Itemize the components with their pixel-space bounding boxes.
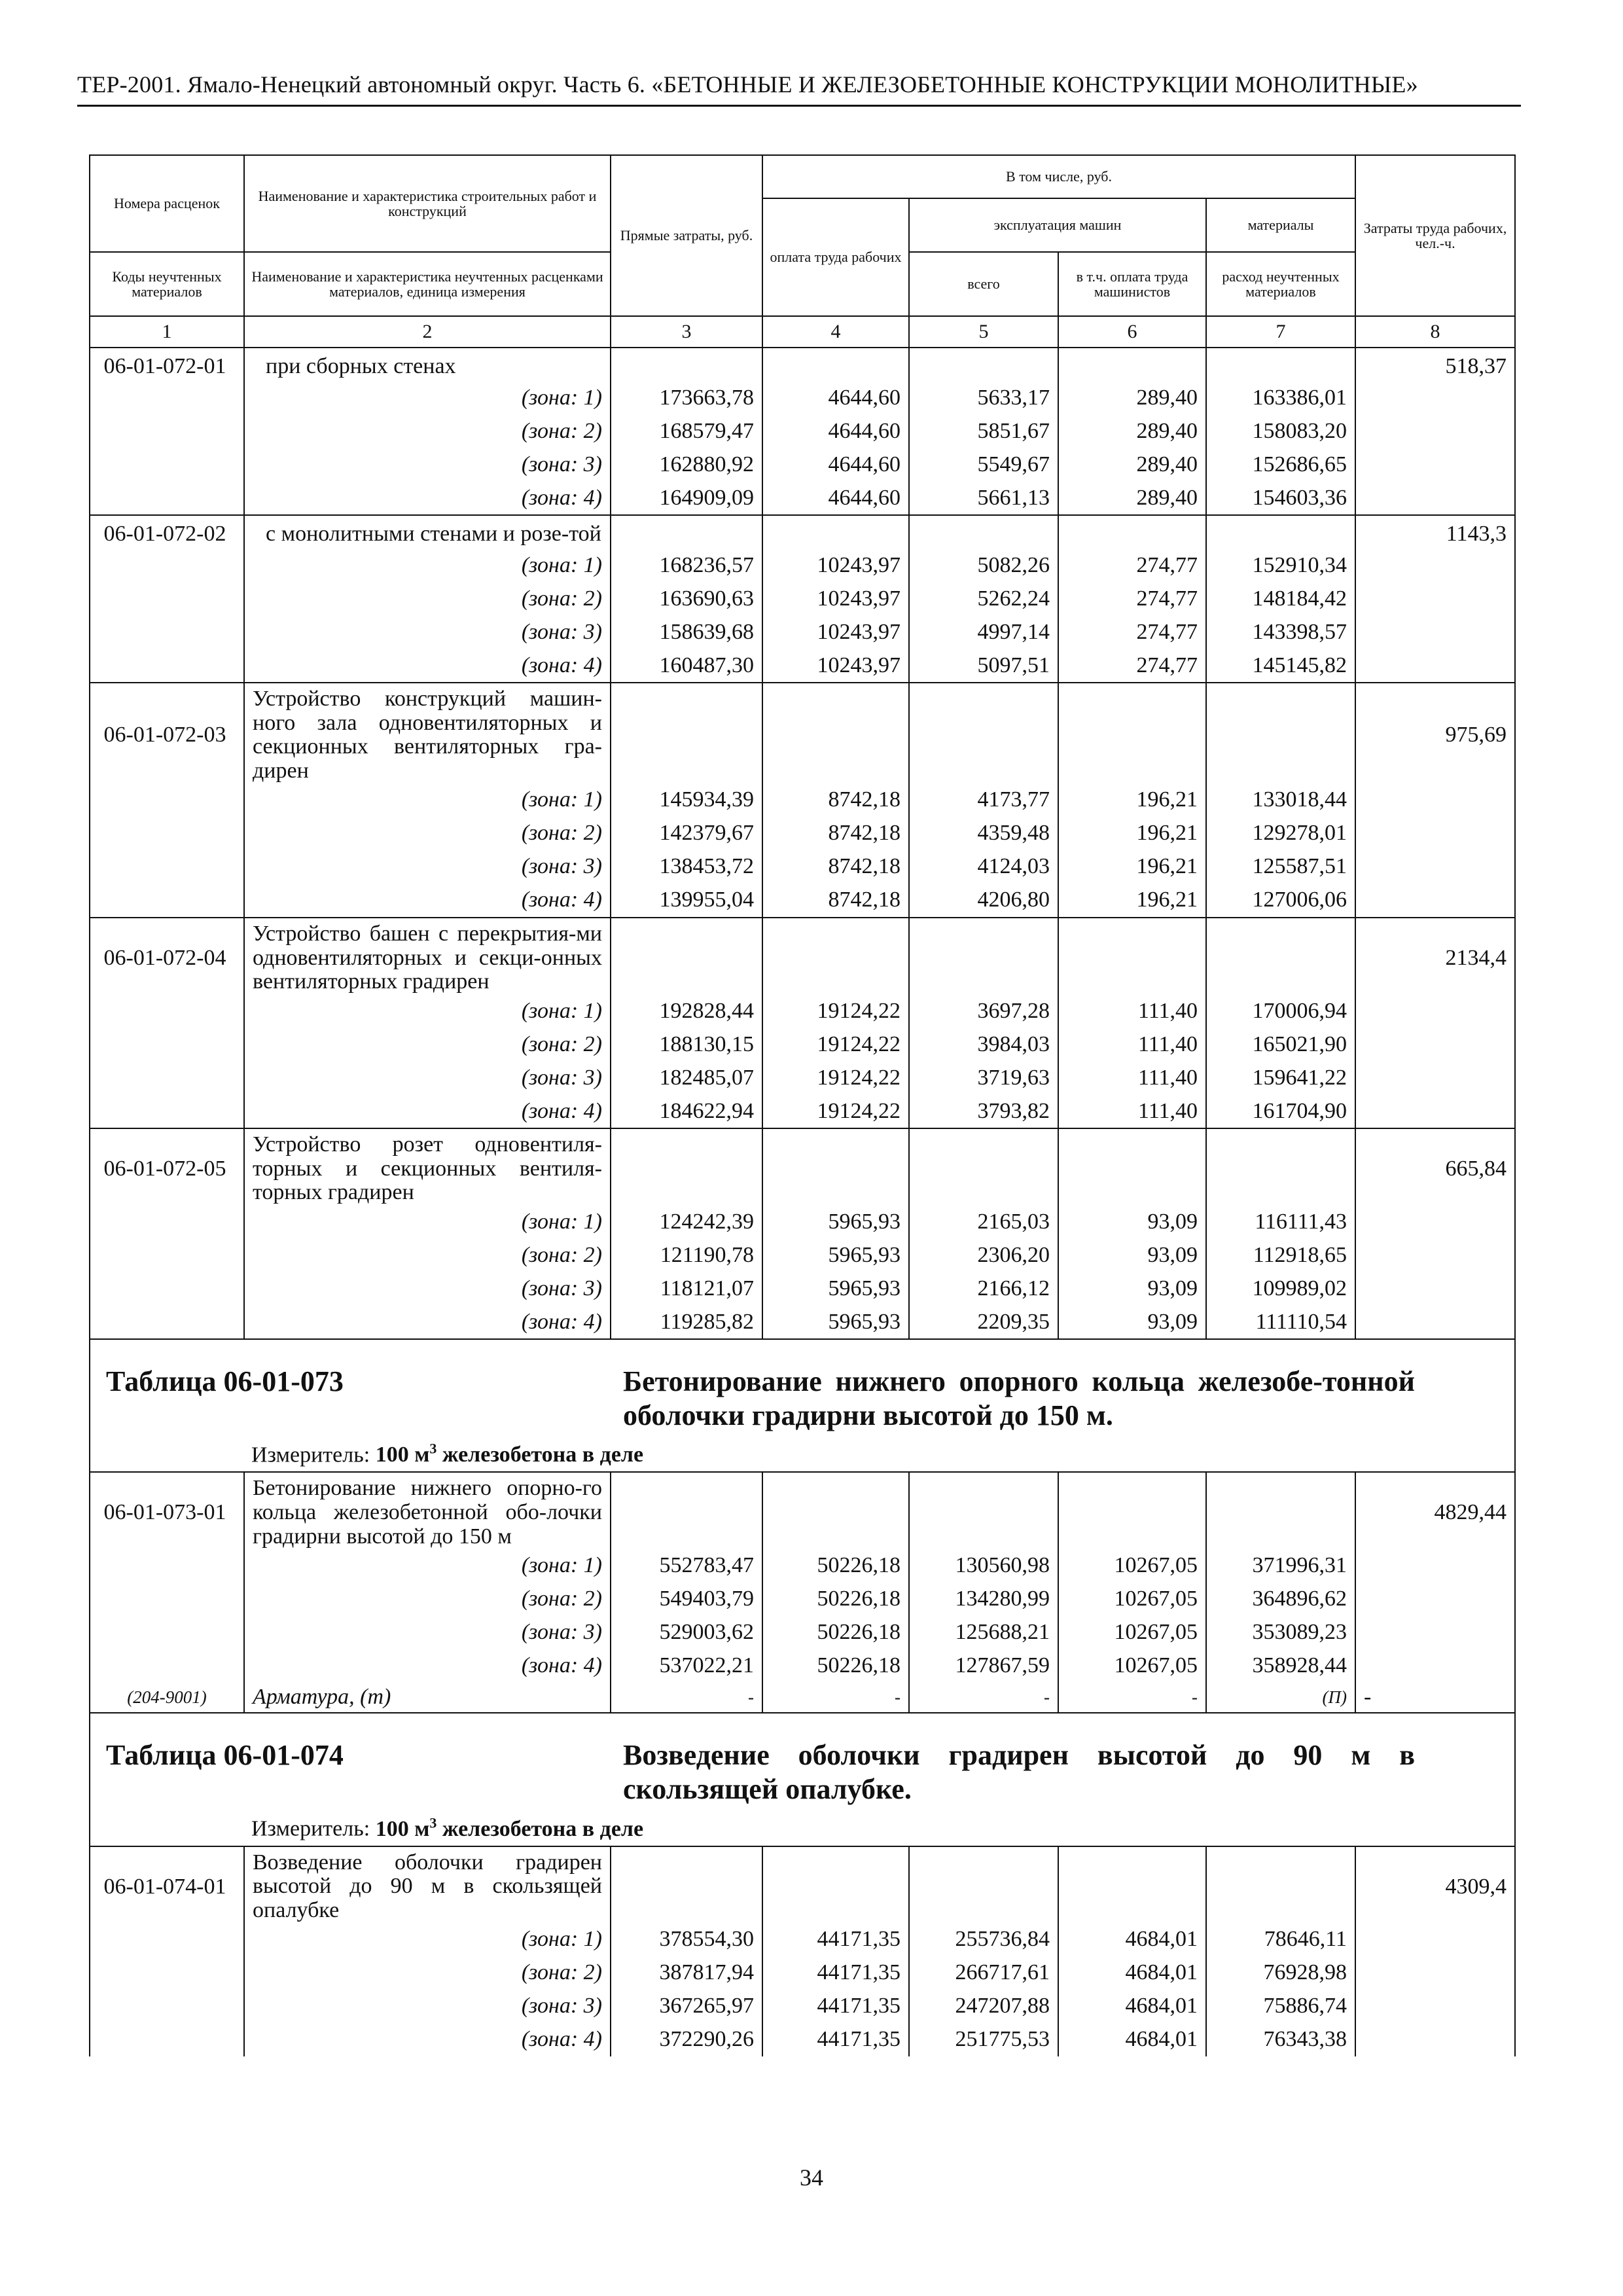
machinist-pay: 196,21	[1058, 817, 1206, 850]
zone-label: (зона: 4)	[244, 1649, 611, 1682]
zone-row	[90, 884, 1515, 918]
zone-row	[90, 448, 1515, 481]
zone-row	[90, 649, 1515, 683]
section-title: Бетонирование нижнего опорного кольца железобе-тонной оболочки градирни высотой до 150 м.	[623, 1365, 1415, 1432]
rate-row	[90, 1472, 1515, 1549]
direct-cost: 158639,68	[611, 615, 762, 649]
rate-group	[90, 683, 1515, 918]
zone-label: (зона: 1)	[244, 1549, 611, 1582]
machinist-pay: 196,21	[1058, 783, 1206, 817]
worker-pay: 19124,22	[762, 994, 909, 1028]
machinist-pay: 4684,01	[1058, 1990, 1206, 2023]
header-work-name: Наименование и характеристика строительных работ и конструкций	[244, 155, 611, 252]
machines-total: 2306,20	[909, 1238, 1058, 1272]
machines-total: 5633,17	[909, 381, 1058, 414]
machines-total: 5262,24	[909, 582, 1058, 615]
materials-cost: 116111,43	[1206, 1205, 1355, 1238]
rate-code: 06-01-072-01	[90, 348, 244, 381]
worker-pay: 44171,35	[762, 1923, 909, 1956]
worker-pay: 50226,18	[762, 1582, 909, 1615]
materials-cost: 371996,31	[1206, 1549, 1355, 1582]
zone-label: (зона: 4)	[244, 2023, 611, 2056]
zone-label: (зона: 3)	[244, 615, 611, 649]
machinist-pay: 274,77	[1058, 582, 1206, 615]
machinist-pay: 10267,05	[1058, 1615, 1206, 1649]
zone-label: (зона: 2)	[244, 1238, 611, 1272]
rate-description: Бетонирование нижнего опорно-го кольца железобетонной обо-лочки градирни высотой до 150 м	[244, 1472, 611, 1549]
materials-cost: 75886,74	[1206, 1990, 1355, 2023]
zone-row	[90, 783, 1515, 817]
resource-code: (204-9001)	[90, 1682, 244, 1713]
worker-pay: 10243,97	[762, 649, 909, 683]
header-material-codes: Коды неучтенных материалов	[90, 252, 244, 316]
direct-cost: 118121,07	[611, 1272, 762, 1305]
meter-value: 100 м	[375, 1443, 430, 1467]
rate-description: Устройство башен с перекрытия-ми одновентиляторных и секци-онных вентиляторных градирен	[244, 918, 611, 994]
machinist-pay: 10267,05	[1058, 1649, 1206, 1682]
worker-pay: 4644,60	[762, 381, 909, 414]
header-direct-costs: Прямые затраты, руб.	[611, 155, 762, 316]
machines-total: 3793,82	[909, 1094, 1058, 1128]
zone-label: (зона: 3)	[244, 1615, 611, 1649]
materials-cost: 152910,34	[1206, 548, 1355, 582]
column-number: 3	[611, 316, 762, 348]
section-06-01-073	[90, 1339, 1515, 1713]
rate-description: Возведение оболочки градирен высотой до 90 м в скользящей опалубке	[244, 1846, 611, 1923]
materials-cost: 170006,94	[1206, 994, 1355, 1028]
rate-row	[90, 1846, 1515, 1923]
machinist-pay: 93,09	[1058, 1238, 1206, 1272]
direct-cost: 168236,57	[611, 548, 762, 582]
machines-total: 4997,14	[909, 615, 1058, 649]
zone-row	[90, 1582, 1515, 1615]
machinist-pay: 4684,01	[1058, 2023, 1206, 2056]
direct-cost: 549403,79	[611, 1582, 762, 1615]
zone-row	[90, 1028, 1515, 1061]
machinist-pay: 274,77	[1058, 615, 1206, 649]
machinist-pay: 111,40	[1058, 994, 1206, 1028]
zone-label: (зона: 3)	[244, 1272, 611, 1305]
zone-row	[90, 1923, 1515, 1956]
zone-label: (зона: 3)	[244, 1061, 611, 1094]
worker-pay: 5965,93	[762, 1205, 909, 1238]
rate-code: 06-01-072-04	[90, 918, 244, 994]
section-title: Возведение оболочки градирен высотой до 90 м в скользящей опалубке.	[623, 1739, 1415, 1806]
rate-labor-cost: 4309,4	[1355, 1846, 1515, 1923]
machines-total: 255736,84	[909, 1923, 1058, 1956]
materials-cost: 133018,44	[1206, 783, 1355, 817]
direct-cost: 160487,30	[611, 649, 762, 683]
direct-cost: 145934,39	[611, 783, 762, 817]
machines-total: 4359,48	[909, 817, 1058, 850]
header-machines: эксплуатация машин	[909, 198, 1206, 252]
worker-pay: 10243,97	[762, 582, 909, 615]
machines-total: 4206,80	[909, 884, 1058, 918]
rate-group	[90, 1128, 1515, 1339]
zone-row	[90, 994, 1515, 1028]
meter-prefix: Измеритель:	[251, 1816, 370, 1841]
meter-prefix: Измеритель:	[251, 1443, 370, 1467]
materials-cost: 161704,90	[1206, 1094, 1355, 1128]
rate-labor-cost: 975,69	[1355, 683, 1515, 783]
direct-cost: 162880,92	[611, 448, 762, 481]
direct-cost: 164909,09	[611, 481, 762, 515]
machines-total: 5082,26	[909, 548, 1058, 582]
header-group-including: В том числе, руб.	[762, 155, 1355, 198]
resource-name: Арматура, (т)	[244, 1682, 611, 1713]
rate-row	[90, 348, 1515, 381]
worker-pay: 50226,18	[762, 1549, 909, 1582]
zone-label: (зона: 2)	[244, 1582, 611, 1615]
direct-cost: 142379,67	[611, 817, 762, 850]
header-materials: материалы	[1206, 198, 1355, 252]
resource-value: -	[909, 1682, 1058, 1713]
worker-pay: 4644,60	[762, 414, 909, 448]
worker-pay: 4644,60	[762, 448, 909, 481]
worker-pay: 10243,97	[762, 548, 909, 582]
header-rule	[77, 105, 1521, 107]
machinist-pay: 289,40	[1058, 381, 1206, 414]
direct-cost: 139955,04	[611, 884, 762, 918]
zone-row	[90, 1649, 1515, 1682]
resource-value: -	[1058, 1682, 1206, 1713]
machinist-pay: 196,21	[1058, 850, 1206, 884]
zone-row	[90, 1272, 1515, 1305]
direct-cost: 163690,63	[611, 582, 762, 615]
zone-row	[90, 1615, 1515, 1649]
worker-pay: 8742,18	[762, 850, 909, 884]
direct-cost: 537022,21	[611, 1649, 762, 1682]
rate-labor-cost: 665,84	[1355, 1128, 1515, 1205]
zone-label: (зона: 4)	[244, 884, 611, 918]
machines-total: 134280,99	[909, 1582, 1058, 1615]
machines-total: 4124,03	[909, 850, 1058, 884]
rate-row	[90, 1128, 1515, 1205]
rate-labor-cost: 4829,44	[1355, 1472, 1515, 1549]
rate-description: при сборных стенах	[244, 348, 611, 381]
zone-label: (зона: 1)	[244, 1923, 611, 1956]
machines-total: 2165,03	[909, 1205, 1058, 1238]
header-unaccounted-materials: расход неучтенных материалов	[1206, 252, 1355, 316]
zone-row	[90, 2023, 1515, 2056]
column-number-row	[90, 316, 1515, 348]
zone-row	[90, 1061, 1515, 1094]
machines-total: 2209,35	[909, 1305, 1058, 1339]
running-header: ТЕР-2001. Ямало-Ненецкий автономный округ. Часть 6. «БЕТОННЫЕ И ЖЕЛЕЗОБЕТОННЫЕ КОНСТРУКЦИИ МОНОЛИТНЫЕ»	[77, 71, 1418, 98]
rate-description: Устройство конструкций машин-ного зала одновентиляторных и секционных вентиляторных гра-дирен	[244, 683, 611, 783]
materials-cost: 111110,54	[1206, 1305, 1355, 1339]
machines-total: 125688,21	[909, 1615, 1058, 1649]
direct-cost: 168579,47	[611, 414, 762, 448]
direct-cost: 121190,78	[611, 1238, 762, 1272]
materials-cost: 163386,01	[1206, 381, 1355, 414]
machines-total: 251775,53	[909, 2023, 1058, 2056]
worker-pay: 19124,22	[762, 1061, 909, 1094]
rate-labor-cost: 518,37	[1355, 348, 1515, 381]
zone-label: (зона: 4)	[244, 1094, 611, 1128]
worker-pay: 5965,93	[762, 1238, 909, 1272]
machinist-pay: 196,21	[1058, 884, 1206, 918]
direct-cost: 182485,07	[611, 1061, 762, 1094]
zone-label: (зона: 4)	[244, 1305, 611, 1339]
materials-cost: 364896,62	[1206, 1582, 1355, 1615]
worker-pay: 8742,18	[762, 884, 909, 918]
zone-label: (зона: 1)	[244, 381, 611, 414]
section-meter	[90, 1433, 1514, 1471]
rate-code: 06-01-073-01	[90, 1472, 244, 1549]
machines-total: 266717,61	[909, 1956, 1058, 1990]
worker-pay: 8742,18	[762, 783, 909, 817]
direct-cost: 387817,94	[611, 1956, 762, 1990]
zone-label: (зона: 1)	[244, 1205, 611, 1238]
zone-row	[90, 414, 1515, 448]
machines-total: 5661,13	[909, 481, 1058, 515]
machinist-pay: 93,09	[1058, 1205, 1206, 1238]
machinist-pay: 289,40	[1058, 481, 1206, 515]
zone-row	[90, 1205, 1515, 1238]
machinist-pay: 111,40	[1058, 1094, 1206, 1128]
direct-cost: 529003,62	[611, 1615, 762, 1649]
column-number: 8	[1355, 316, 1515, 348]
direct-cost: 173663,78	[611, 381, 762, 414]
zone-label: (зона: 3)	[244, 448, 611, 481]
column-number: 4	[762, 316, 909, 348]
materials-cost: 129278,01	[1206, 817, 1355, 850]
materials-cost: 143398,57	[1206, 615, 1355, 649]
direct-cost: 124242,39	[611, 1205, 762, 1238]
machines-total: 5097,51	[909, 649, 1058, 683]
machines-total: 3697,28	[909, 994, 1058, 1028]
direct-cost: 372290,26	[611, 2023, 762, 2056]
section-label: Таблица 06-01-074	[106, 1739, 344, 1772]
zone-label: (зона: 2)	[244, 1028, 611, 1061]
machinist-pay: 10267,05	[1058, 1549, 1206, 1582]
meter-rest: железобетона в деле	[442, 1443, 644, 1467]
zone-row	[90, 850, 1515, 884]
rate-code: 06-01-072-05	[90, 1128, 244, 1205]
materials-cost: 165021,90	[1206, 1028, 1355, 1061]
rate-code: 06-01-072-03	[90, 683, 244, 783]
zone-row	[90, 548, 1515, 582]
materials-cost: 158083,20	[1206, 414, 1355, 448]
meter-rest: железобетона в деле	[442, 1816, 644, 1841]
rate-row	[90, 683, 1515, 783]
column-number: 1	[90, 316, 244, 348]
zone-row	[90, 817, 1515, 850]
zone-label: (зона: 2)	[244, 817, 611, 850]
meter-sup: 3	[429, 1814, 437, 1831]
direct-cost: 188130,15	[611, 1028, 762, 1061]
rate-labor-cost: 1143,3	[1355, 515, 1515, 548]
rate-description: Устройство розет одновентиля-торных и секционных вентиля-торных градирен	[244, 1128, 611, 1205]
machinist-pay: 4684,01	[1058, 1956, 1206, 1990]
zone-label: (зона: 1)	[244, 783, 611, 817]
header-material-names: Наименование и характеристика неучтенных расценками материалов, единица измерения	[244, 252, 611, 316]
machines-total: 130560,98	[909, 1549, 1058, 1582]
zone-label: (зона: 1)	[244, 548, 611, 582]
materials-cost: 76928,98	[1206, 1956, 1355, 1990]
zone-label: (зона: 3)	[244, 1990, 611, 2023]
page-number: 34	[800, 2164, 823, 2191]
machines-total: 5549,67	[909, 448, 1058, 481]
worker-pay: 5965,93	[762, 1305, 909, 1339]
direct-cost: 119285,82	[611, 1305, 762, 1339]
materials-cost: 112918,65	[1206, 1238, 1355, 1272]
machines-total: 2166,12	[909, 1272, 1058, 1305]
machinist-pay: 93,09	[1058, 1272, 1206, 1305]
zone-label: (зона: 3)	[244, 850, 611, 884]
column-number: 5	[909, 316, 1058, 348]
direct-cost: 184622,94	[611, 1094, 762, 1128]
column-number: 6	[1058, 316, 1206, 348]
resource-value: -	[611, 1682, 762, 1713]
header-worker-pay: оплата труда рабочих	[762, 198, 909, 316]
machines-total: 5851,67	[909, 414, 1058, 448]
machines-total: 3984,03	[909, 1028, 1058, 1061]
direct-cost: 378554,30	[611, 1923, 762, 1956]
meter-sup: 3	[429, 1441, 437, 1457]
zone-row	[90, 1305, 1515, 1339]
machinist-pay: 289,40	[1058, 414, 1206, 448]
materials-cost: 145145,82	[1206, 649, 1355, 683]
zone-row	[90, 1990, 1515, 2023]
materials-cost: 125587,51	[1206, 850, 1355, 884]
rate-row	[90, 918, 1515, 994]
machines-total: 3719,63	[909, 1061, 1058, 1094]
worker-pay: 44171,35	[762, 1956, 909, 1990]
worker-pay: 50226,18	[762, 1615, 909, 1649]
machinist-pay: 274,77	[1058, 548, 1206, 582]
direct-cost: 192828,44	[611, 994, 762, 1028]
worker-pay: 19124,22	[762, 1028, 909, 1061]
machinist-pay: 93,09	[1058, 1305, 1206, 1339]
worker-pay: 8742,18	[762, 817, 909, 850]
materials-cost: 78646,11	[1206, 1923, 1355, 1956]
zone-label: (зона: 2)	[244, 414, 611, 448]
zone-row	[90, 582, 1515, 615]
machinist-pay: 111,40	[1058, 1028, 1206, 1061]
rate-group	[90, 918, 1515, 1128]
machinist-pay: 274,77	[1058, 649, 1206, 683]
zone-label: (зона: 2)	[244, 582, 611, 615]
rate-group	[90, 348, 1515, 515]
worker-pay: 44171,35	[762, 2023, 909, 2056]
machines-total: 127867,59	[909, 1649, 1058, 1682]
zone-label: (зона: 2)	[244, 1956, 611, 1990]
worker-pay: 44171,35	[762, 1990, 909, 2023]
header-labor-costs: Затраты труда рабочих, чел.-ч.	[1355, 155, 1515, 316]
price-table-area	[89, 154, 1514, 2056]
materials-cost: 109989,02	[1206, 1272, 1355, 1305]
header-rate-number: Номера расценок	[90, 155, 244, 252]
worker-pay: 50226,18	[762, 1649, 909, 1682]
section-title-row	[90, 1339, 1515, 1472]
section-meter	[90, 1806, 1514, 1845]
resource-value: -	[1355, 1682, 1515, 1713]
table-header	[90, 155, 1515, 348]
rate-code: 06-01-074-01	[90, 1846, 244, 1923]
zone-row	[90, 481, 1515, 515]
price-table	[89, 154, 1516, 2056]
rate-description: с монолитными стенами и розе-той	[244, 515, 611, 548]
meter-value: 100 м	[375, 1816, 430, 1841]
rate-row	[90, 515, 1515, 548]
resource-value: (П)	[1206, 1682, 1355, 1713]
resource-value: -	[762, 1682, 909, 1713]
worker-pay: 10243,97	[762, 615, 909, 649]
zone-row	[90, 1094, 1515, 1128]
zone-row	[90, 381, 1515, 414]
materials-cost: 159641,22	[1206, 1061, 1355, 1094]
worker-pay: 5965,93	[762, 1272, 909, 1305]
worker-pay: 4644,60	[762, 481, 909, 515]
section-06-01-074	[90, 1713, 1515, 2056]
machinist-pay: 4684,01	[1058, 1923, 1206, 1956]
zone-row	[90, 1238, 1515, 1272]
resource-row	[90, 1682, 1515, 1713]
materials-cost: 76343,38	[1206, 2023, 1355, 2056]
materials-cost: 353089,23	[1206, 1615, 1355, 1649]
column-number: 7	[1206, 316, 1355, 348]
materials-cost: 154603,36	[1206, 481, 1355, 515]
column-number: 2	[244, 316, 611, 348]
direct-cost: 552783,47	[611, 1549, 762, 1582]
machinist-pay: 10267,05	[1058, 1582, 1206, 1615]
rate-code: 06-01-072-02	[90, 515, 244, 548]
materials-cost: 148184,42	[1206, 582, 1355, 615]
direct-cost: 138453,72	[611, 850, 762, 884]
zone-label: (зона: 4)	[244, 481, 611, 515]
machinist-pay: 111,40	[1058, 1061, 1206, 1094]
machines-total: 247207,88	[909, 1990, 1058, 2023]
materials-cost: 358928,44	[1206, 1649, 1355, 1682]
zone-row	[90, 615, 1515, 649]
machinist-pay: 289,40	[1058, 448, 1206, 481]
worker-pay: 19124,22	[762, 1094, 909, 1128]
rate-labor-cost: 2134,4	[1355, 918, 1515, 994]
materials-cost: 152686,65	[1206, 448, 1355, 481]
zone-row	[90, 1956, 1515, 1990]
direct-cost: 367265,97	[611, 1990, 762, 2023]
section-title-row	[90, 1713, 1515, 1846]
rate-group	[90, 515, 1515, 683]
header-machinist-pay: в т.ч. оплата труда машинистов	[1058, 252, 1206, 316]
section-label: Таблица 06-01-073	[106, 1365, 344, 1398]
zone-row	[90, 1549, 1515, 1582]
zone-label: (зона: 4)	[244, 649, 611, 683]
materials-cost: 127006,06	[1206, 884, 1355, 918]
zone-label: (зона: 1)	[244, 994, 611, 1028]
machines-total: 4173,77	[909, 783, 1058, 817]
header-machines-total: всего	[909, 252, 1058, 316]
